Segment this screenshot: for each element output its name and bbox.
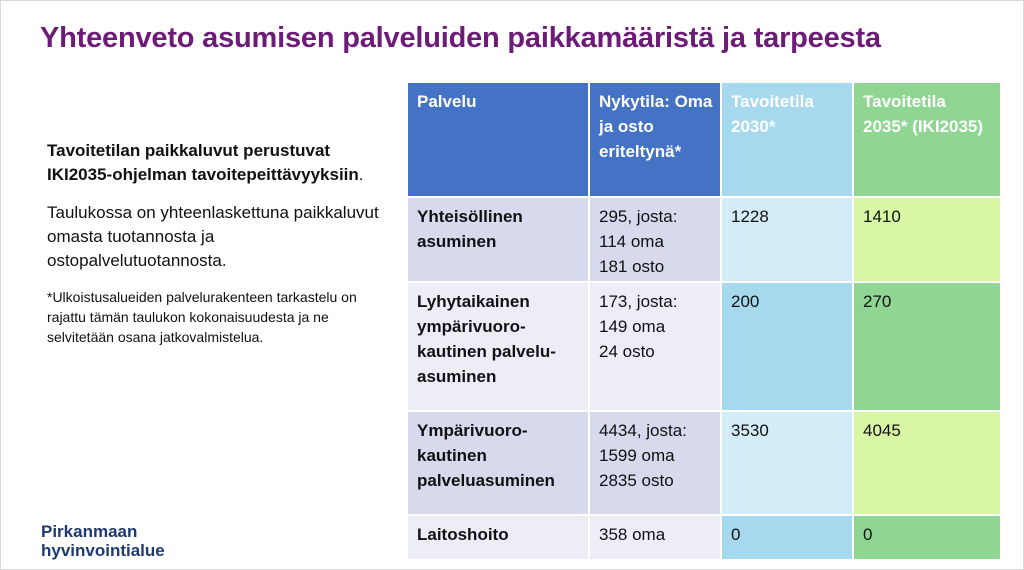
logo-line-2: hyvinvointialue: [41, 541, 165, 560]
current-total: 358 oma: [599, 525, 666, 544]
table-row: [407, 282, 1001, 411]
target-2035-cell: 1410: [853, 197, 1001, 282]
intro-paragraph: [47, 139, 387, 187]
table-header-row: [407, 82, 1001, 197]
summary-paragraph: Taulukossa on yhteenlaskettuna paikkaluvut omasta tuotannosta ja ostopalvelutuotannosta.: [47, 203, 379, 270]
current-own: 114 oma: [599, 232, 664, 251]
summary-table: [406, 81, 1002, 561]
target-2035-cell: 270: [853, 282, 1001, 411]
header-target-2030: Tavoitetila 2030*: [721, 82, 853, 197]
header-service: Palvelu: [407, 82, 589, 197]
target-2035-cell: 4045: [853, 411, 1001, 515]
service-cell: Ympärivuoro-kautinen palveluasuminen: [407, 411, 589, 515]
table-row: [407, 197, 1001, 282]
current-total: 295, josta:: [599, 207, 678, 226]
target-2030-cell: 200: [721, 282, 853, 411]
intro-period: .: [358, 165, 364, 184]
current-total: 173, josta:: [599, 292, 678, 311]
organization-logo: [41, 522, 165, 560]
current-purchased: 181 osto: [599, 257, 665, 276]
current-purchased: 24 osto: [599, 342, 655, 361]
header-current: Nykytila: Oma ja osto eriteltynä*: [589, 82, 721, 197]
service-cell: Lyhytaikainen ympärivuoro-kautinen palvelu-asuminen: [407, 282, 589, 411]
table-row: [407, 411, 1001, 515]
current-cell: [589, 282, 721, 411]
table-row: [407, 515, 1001, 560]
current-total: 4434, josta:: [599, 421, 687, 440]
logo-line-1: Pirkanmaan: [41, 522, 138, 541]
slide-title: Yhteenveto asumisen palveluiden paikkamääristä ja tarpeesta: [40, 22, 881, 54]
service-cell: Laitoshoito: [407, 515, 589, 560]
current-own: 149 oma: [599, 317, 666, 336]
current-cell: [589, 515, 721, 560]
service-cell: Yhteisöllinen asuminen: [407, 197, 589, 282]
footnote-paragraph: *Ulkoistusalueiden palvelurakenteen tarkastelu on rajattu tämän taulukon kokonaisuudesta ja ne selvitetään osana jatkovalmistelua.: [47, 289, 357, 345]
current-cell: [589, 411, 721, 515]
target-2030-cell: 0: [721, 515, 853, 560]
header-target-2035: Tavoitetila 2035* (IKI2035): [853, 82, 1001, 197]
target-2030-cell: 1228: [721, 197, 853, 282]
current-purchased: 2835 osto: [599, 471, 674, 490]
target-2030-cell: 3530: [721, 411, 853, 515]
target-2035-cell: 0: [853, 515, 1001, 560]
current-cell: [589, 197, 721, 282]
intro-bold-text: Tavoitetilan paikkaluvut perustuvat IKI2035-ohjelman tavoitepeittävyyksiin: [47, 141, 359, 184]
current-own: 1599 oma: [599, 446, 675, 465]
left-text-block: [47, 139, 387, 347]
